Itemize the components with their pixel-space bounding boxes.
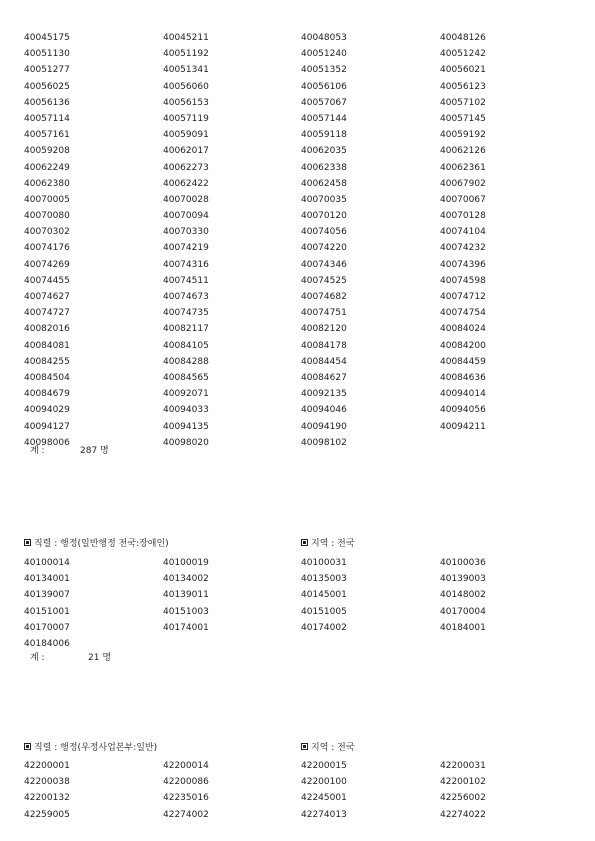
candidate-number: 40084288 xyxy=(163,356,209,367)
candidate-number: 42274002 xyxy=(163,809,209,820)
candidate-number: 40184006 xyxy=(24,638,70,649)
candidate-number: 40074525 xyxy=(301,275,347,286)
candidate-number: 40170004 xyxy=(440,606,486,617)
candidate-number: 40056123 xyxy=(440,81,486,92)
candidate-number: 40084081 xyxy=(24,340,70,351)
total-value: 21 명 xyxy=(88,653,112,663)
candidate-number: 40059208 xyxy=(24,146,70,157)
candidate-number: 42200132 xyxy=(24,793,70,804)
candidate-number: 40094033 xyxy=(163,405,209,416)
candidate-number: 40051277 xyxy=(24,65,70,76)
number-row xyxy=(24,758,584,774)
candidate-number: 40174001 xyxy=(163,622,209,633)
candidate-number: 40139003 xyxy=(440,574,486,585)
candidate-number: 42200014 xyxy=(163,761,209,771)
candidate-number: 40051341 xyxy=(163,65,209,76)
candidate-number: 40062017 xyxy=(163,146,209,157)
number-row xyxy=(24,587,584,603)
candidate-number: 40051242 xyxy=(440,49,486,60)
candidate-number: 40051352 xyxy=(301,65,347,76)
number-row xyxy=(24,240,584,256)
candidate-number: 40070094 xyxy=(163,211,209,222)
candidate-number: 40057119 xyxy=(163,113,209,124)
number-row xyxy=(24,176,584,192)
candidate-number: 40145001 xyxy=(301,590,347,601)
candidate-number: 40094211 xyxy=(440,421,486,432)
number-row xyxy=(24,30,584,46)
total-count-2 xyxy=(30,651,112,665)
candidate-number: 40057067 xyxy=(301,97,347,108)
candidate-number: 40062422 xyxy=(163,178,209,189)
candidate-number: 40074269 xyxy=(24,259,70,270)
candidate-number: 40074056 xyxy=(301,227,347,238)
candidate-number: 40074316 xyxy=(163,259,209,270)
checkbox-square-icon xyxy=(301,743,308,750)
candidate-number: 40056136 xyxy=(24,97,70,108)
candidate-number: 40084200 xyxy=(440,340,486,351)
number-row xyxy=(24,257,584,273)
candidate-number: 40074627 xyxy=(24,292,70,302)
number-row xyxy=(24,386,584,402)
candidate-number: 40151001 xyxy=(24,606,70,617)
candidate-number: 40100014 xyxy=(24,558,70,568)
number-row xyxy=(24,46,584,62)
total-count-1 xyxy=(30,444,109,458)
number-row xyxy=(24,143,584,159)
checkbox-square-icon xyxy=(301,539,308,546)
candidate-number: 40048126 xyxy=(440,33,486,43)
candidate-number: 42200015 xyxy=(301,761,347,771)
candidate-number: 40134002 xyxy=(163,574,209,585)
candidate-number: 42259005 xyxy=(24,809,70,820)
candidate-number: 40082016 xyxy=(24,324,70,335)
number-row xyxy=(24,419,584,435)
total-value: 287 명 xyxy=(80,446,109,456)
candidate-number: 40084504 xyxy=(24,372,70,383)
candidate-number: 42245001 xyxy=(301,793,347,804)
candidate-number: 40094046 xyxy=(301,405,347,416)
candidate-number: 40070120 xyxy=(301,211,347,222)
number-row xyxy=(24,370,584,386)
total-label: 계 : xyxy=(30,446,45,456)
candidate-number: 40100031 xyxy=(301,558,347,568)
candidate-number: 40057102 xyxy=(440,97,486,108)
candidate-number: 40074712 xyxy=(440,292,486,302)
candidate-number: 40070005 xyxy=(24,194,70,205)
candidate-number: 40062361 xyxy=(440,162,486,173)
section-2-region-header xyxy=(301,537,355,551)
number-row xyxy=(24,289,584,305)
region-label: 지역 : 전국 xyxy=(311,743,355,753)
candidate-number: 40082120 xyxy=(301,324,347,335)
candidate-number: 40045211 xyxy=(163,33,209,43)
candidate-number: 40074682 xyxy=(301,292,347,302)
candidate-number: 40056021 xyxy=(440,65,486,76)
candidate-number: 40074673 xyxy=(163,292,209,302)
candidate-number: 40084454 xyxy=(301,356,347,367)
candidate-number: 42200102 xyxy=(440,777,486,788)
number-row xyxy=(24,192,584,208)
candidate-number: 40074727 xyxy=(24,308,70,319)
candidate-number: 40184001 xyxy=(440,622,486,633)
candidate-number: 40074455 xyxy=(24,275,70,286)
candidate-number: 40094029 xyxy=(24,405,70,416)
candidate-number: 40084679 xyxy=(24,389,70,400)
candidate-number: 40135003 xyxy=(301,574,347,585)
candidate-number: 40057114 xyxy=(24,113,70,124)
number-row xyxy=(24,636,584,652)
number-row xyxy=(24,354,584,370)
candidate-number: 40051130 xyxy=(24,49,70,60)
candidate-number: 40094135 xyxy=(163,421,209,432)
number-row xyxy=(24,338,584,354)
candidate-number: 40074396 xyxy=(440,259,486,270)
candidate-number: 40170007 xyxy=(24,622,70,633)
candidate-number-grid-3 xyxy=(24,758,584,823)
candidate-number: 40098102 xyxy=(301,437,347,448)
candidate-number: 40098020 xyxy=(163,437,209,448)
number-row xyxy=(24,62,584,78)
candidate-number: 42200100 xyxy=(301,777,347,788)
candidate-number: 40084565 xyxy=(163,372,209,383)
candidate-number: 40074511 xyxy=(163,275,209,286)
candidate-number: 40139007 xyxy=(24,590,70,601)
candidate-number: 40151005 xyxy=(301,606,347,617)
candidate-number: 42200001 xyxy=(24,761,70,771)
total-label: 계 : xyxy=(30,653,45,663)
candidate-number: 40070067 xyxy=(440,194,486,205)
number-row xyxy=(24,604,584,620)
candidate-number: 40057145 xyxy=(440,113,486,124)
candidate-number: 40056153 xyxy=(163,97,209,108)
candidate-number: 40151003 xyxy=(163,606,209,617)
number-row xyxy=(24,224,584,240)
candidate-number: 40062380 xyxy=(24,178,70,189)
candidate-number: 40070080 xyxy=(24,211,70,222)
candidate-number: 40074346 xyxy=(301,259,347,270)
candidate-number: 42200038 xyxy=(24,777,70,788)
candidate-number: 40084627 xyxy=(301,372,347,383)
section-3-job-header xyxy=(24,741,157,755)
candidate-number: 40134001 xyxy=(24,574,70,585)
candidate-number: 40067902 xyxy=(440,178,486,189)
candidate-number: 40070035 xyxy=(301,194,347,205)
candidate-number: 40056060 xyxy=(163,81,209,92)
candidate-number: 42200086 xyxy=(163,777,209,788)
checkbox-square-icon xyxy=(24,539,31,546)
candidate-number: 40074735 xyxy=(163,308,209,319)
candidate-number: 40074104 xyxy=(440,227,486,238)
number-row xyxy=(24,620,584,636)
candidate-number: 40062273 xyxy=(163,162,209,173)
candidate-number: 40094056 xyxy=(440,405,486,416)
candidate-number-grid-1 xyxy=(24,30,584,451)
number-row xyxy=(24,273,584,289)
candidate-number: 40074598 xyxy=(440,275,486,286)
candidate-number: 40100036 xyxy=(440,558,486,568)
candidate-number: 40062338 xyxy=(301,162,347,173)
number-row xyxy=(24,402,584,418)
number-row xyxy=(24,208,584,224)
number-row xyxy=(24,95,584,111)
section-2-job-header xyxy=(24,537,169,551)
checkbox-square-icon xyxy=(24,743,31,750)
number-row xyxy=(24,790,584,806)
candidate-number: 40074751 xyxy=(301,308,347,319)
number-row xyxy=(24,79,584,95)
candidate-number: 40074220 xyxy=(301,243,347,254)
number-row xyxy=(24,111,584,127)
candidate-number: 40059091 xyxy=(163,130,209,141)
candidate-number-grid-2 xyxy=(24,555,584,652)
candidate-number: 40074754 xyxy=(440,308,486,319)
candidate-number: 40045175 xyxy=(24,33,70,43)
number-row xyxy=(24,774,584,790)
candidate-number: 40084105 xyxy=(163,340,209,351)
candidate-number: 40074232 xyxy=(440,243,486,254)
candidate-number: 42235016 xyxy=(163,793,209,804)
candidate-number: 40174002 xyxy=(301,622,347,633)
candidate-number: 40062035 xyxy=(301,146,347,157)
candidate-number: 40098006 xyxy=(24,437,70,448)
candidate-number: 40084024 xyxy=(440,324,486,335)
candidate-number: 42274022 xyxy=(440,809,486,820)
candidate-number: 40094190 xyxy=(301,421,347,432)
candidate-number: 42200031 xyxy=(440,761,486,771)
candidate-number: 40070128 xyxy=(440,211,486,222)
candidate-number: 40082117 xyxy=(163,324,209,335)
candidate-number: 40100019 xyxy=(163,558,209,568)
number-row xyxy=(24,807,584,823)
candidate-number: 40062249 xyxy=(24,162,70,173)
candidate-number: 40084178 xyxy=(301,340,347,351)
candidate-number: 40084255 xyxy=(24,356,70,367)
number-row xyxy=(24,571,584,587)
candidate-number: 42256002 xyxy=(440,793,486,804)
candidate-number: 40062458 xyxy=(301,178,347,189)
number-row xyxy=(24,321,584,337)
candidate-number: 40051192 xyxy=(163,49,209,60)
candidate-number: 40059192 xyxy=(440,130,486,141)
candidate-number: 42274013 xyxy=(301,809,347,820)
candidate-number: 40092135 xyxy=(301,389,347,400)
candidate-number: 40056106 xyxy=(301,81,347,92)
candidate-number: 40084459 xyxy=(440,356,486,367)
candidate-number: 40074219 xyxy=(163,243,209,254)
candidate-number: 40057144 xyxy=(301,113,347,124)
number-row xyxy=(24,555,584,571)
candidate-number: 40074176 xyxy=(24,243,70,254)
candidate-number: 40059118 xyxy=(301,130,347,141)
candidate-number: 40057161 xyxy=(24,130,70,141)
candidate-number: 40094014 xyxy=(440,389,486,400)
candidate-number: 40070302 xyxy=(24,227,70,238)
job-label: 직렬 : 행정(우정사업본부:일반) xyxy=(34,743,158,753)
region-label: 지역 : 전국 xyxy=(311,539,355,549)
job-label: 직렬 : 행정(일반행정 전국:장애인) xyxy=(34,539,169,549)
number-row xyxy=(24,160,584,176)
candidate-number: 40084636 xyxy=(440,372,486,383)
candidate-number: 40062126 xyxy=(440,146,486,157)
candidate-number: 40139011 xyxy=(163,590,209,601)
candidate-number: 40070028 xyxy=(163,194,209,205)
candidate-number: 40094127 xyxy=(24,421,70,432)
number-row xyxy=(24,305,584,321)
section-3-region-header xyxy=(301,741,355,755)
candidate-number: 40070330 xyxy=(163,227,209,238)
candidate-number: 40051240 xyxy=(301,49,347,60)
candidate-number: 40048053 xyxy=(301,33,347,43)
candidate-number: 40056025 xyxy=(24,81,70,92)
candidate-number: 40148002 xyxy=(440,590,486,601)
candidate-number: 40092071 xyxy=(163,389,209,400)
number-row xyxy=(24,127,584,143)
